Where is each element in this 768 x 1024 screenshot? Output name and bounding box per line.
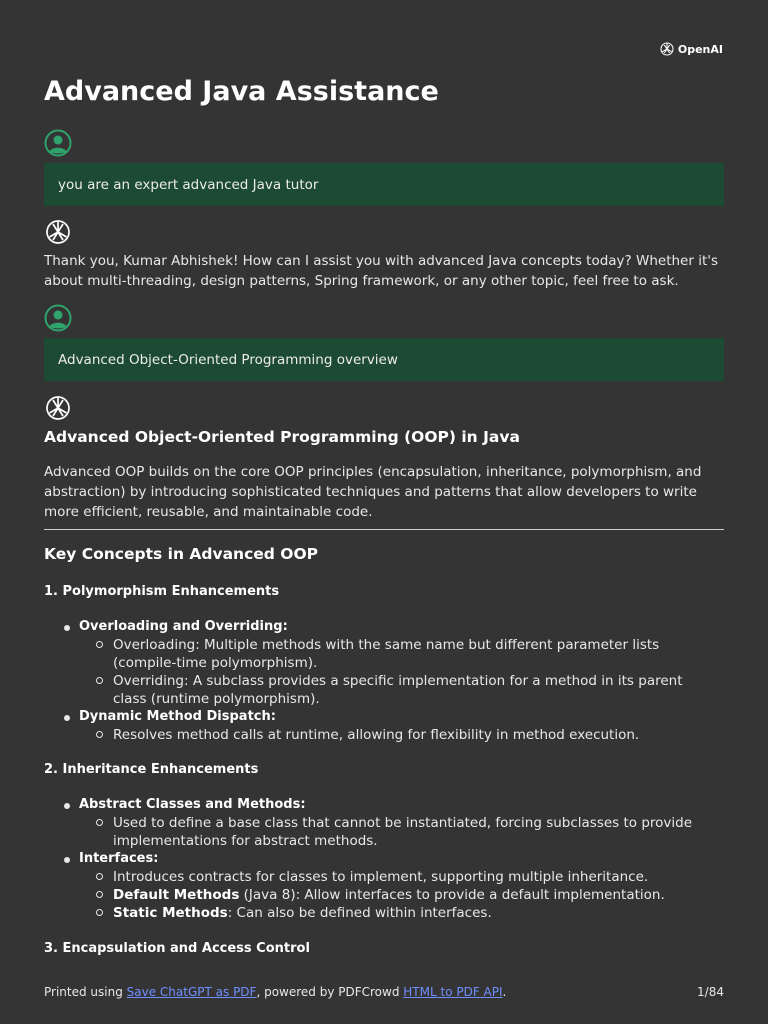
list-item: Interfaces:	[79, 851, 159, 866]
term-description: : Can also be defined within interfaces.	[227, 905, 492, 921]
section-heading: Key Concepts in Advanced OOP	[44, 545, 318, 563]
subsection-title: 3. Encapsulation and Access Control	[44, 941, 310, 956]
chatgpt-icon	[44, 394, 72, 422]
footer	[44, 985, 506, 999]
save-chatgpt-pdf-link[interactable]: Save ChatGPT as PDF	[126, 985, 257, 999]
user-message-text: Advanced Object-Oriented Programming overview	[58, 351, 398, 368]
user-message-1	[44, 163, 724, 206]
sub-list-item: Overriding: A subclass provides a specific implementation for a method in its parent class (runtime polymorphism).	[113, 672, 713, 708]
user-avatar-icon	[44, 304, 72, 332]
term-description: (Java 8): Allow interfaces to provide a default implementation.	[239, 887, 665, 903]
bold-term: Default Methods	[113, 887, 240, 903]
footer-middle: , powered by PDFCrowd	[256, 985, 404, 999]
divider	[44, 529, 724, 530]
footer-suffix: .	[502, 985, 507, 999]
footer-prefix: Printed using	[44, 985, 127, 999]
user-message-2	[44, 338, 724, 381]
page-title: Advanced Java Assistance	[44, 76, 439, 107]
assistant-message-1: Thank you, Kumar Abhishek! How can I assist you with advanced Java concepts today? Whether it's about multi-threading, design patterns, Spring framework, or any other topic, feel free to ask.	[44, 253, 718, 289]
sub-list-item: Overloading: Multiple methods with the same name but different parameter lists (compile-time polymorphism).	[113, 636, 713, 672]
openai-logo	[659, 41, 723, 57]
page-number: 1/84	[697, 985, 724, 999]
list-item: Overloading and Overriding:	[79, 619, 288, 634]
sub-list-item	[113, 904, 713, 922]
logo-text: OpenAI	[677, 42, 723, 56]
user-message-text: you are an expert advanced Java tutor	[58, 176, 319, 193]
html-to-pdf-api-link[interactable]: HTML to PDF API	[403, 985, 503, 999]
article-intro: Advanced OOP builds on the core OOP principles (encapsulation, inheritance, polymorphism, and abstraction) by introducing sophisticated techniques and patterns that allow developers to write more efficient, reusable, and maintainable code.	[44, 464, 702, 520]
subsection-title: 2. Inheritance Enhancements	[44, 762, 259, 777]
bold-term: Static Methods	[113, 905, 228, 921]
list-item: Abstract Classes and Methods:	[79, 797, 306, 812]
user-avatar-icon	[44, 129, 72, 157]
subsection-title: 1. Polymorphism Enhancements	[44, 584, 280, 599]
sub-list-item: Resolves method calls at runtime, allowing for flexibility in method execution.	[113, 726, 713, 744]
sub-list-item: Introduces contracts for classes to implement, supporting multiple inheritance.	[113, 868, 713, 886]
openai-logo-icon	[659, 41, 675, 57]
chatgpt-icon	[44, 218, 72, 246]
article-heading: Advanced Object-Oriented Programming (OOP) in Java	[44, 428, 520, 446]
list-item: Dynamic Method Dispatch:	[79, 709, 276, 724]
sub-list-item	[113, 886, 713, 904]
sub-list-item: Used to define a base class that cannot be instantiated, forcing subclasses to provide implementations for abstract methods.	[113, 814, 713, 850]
